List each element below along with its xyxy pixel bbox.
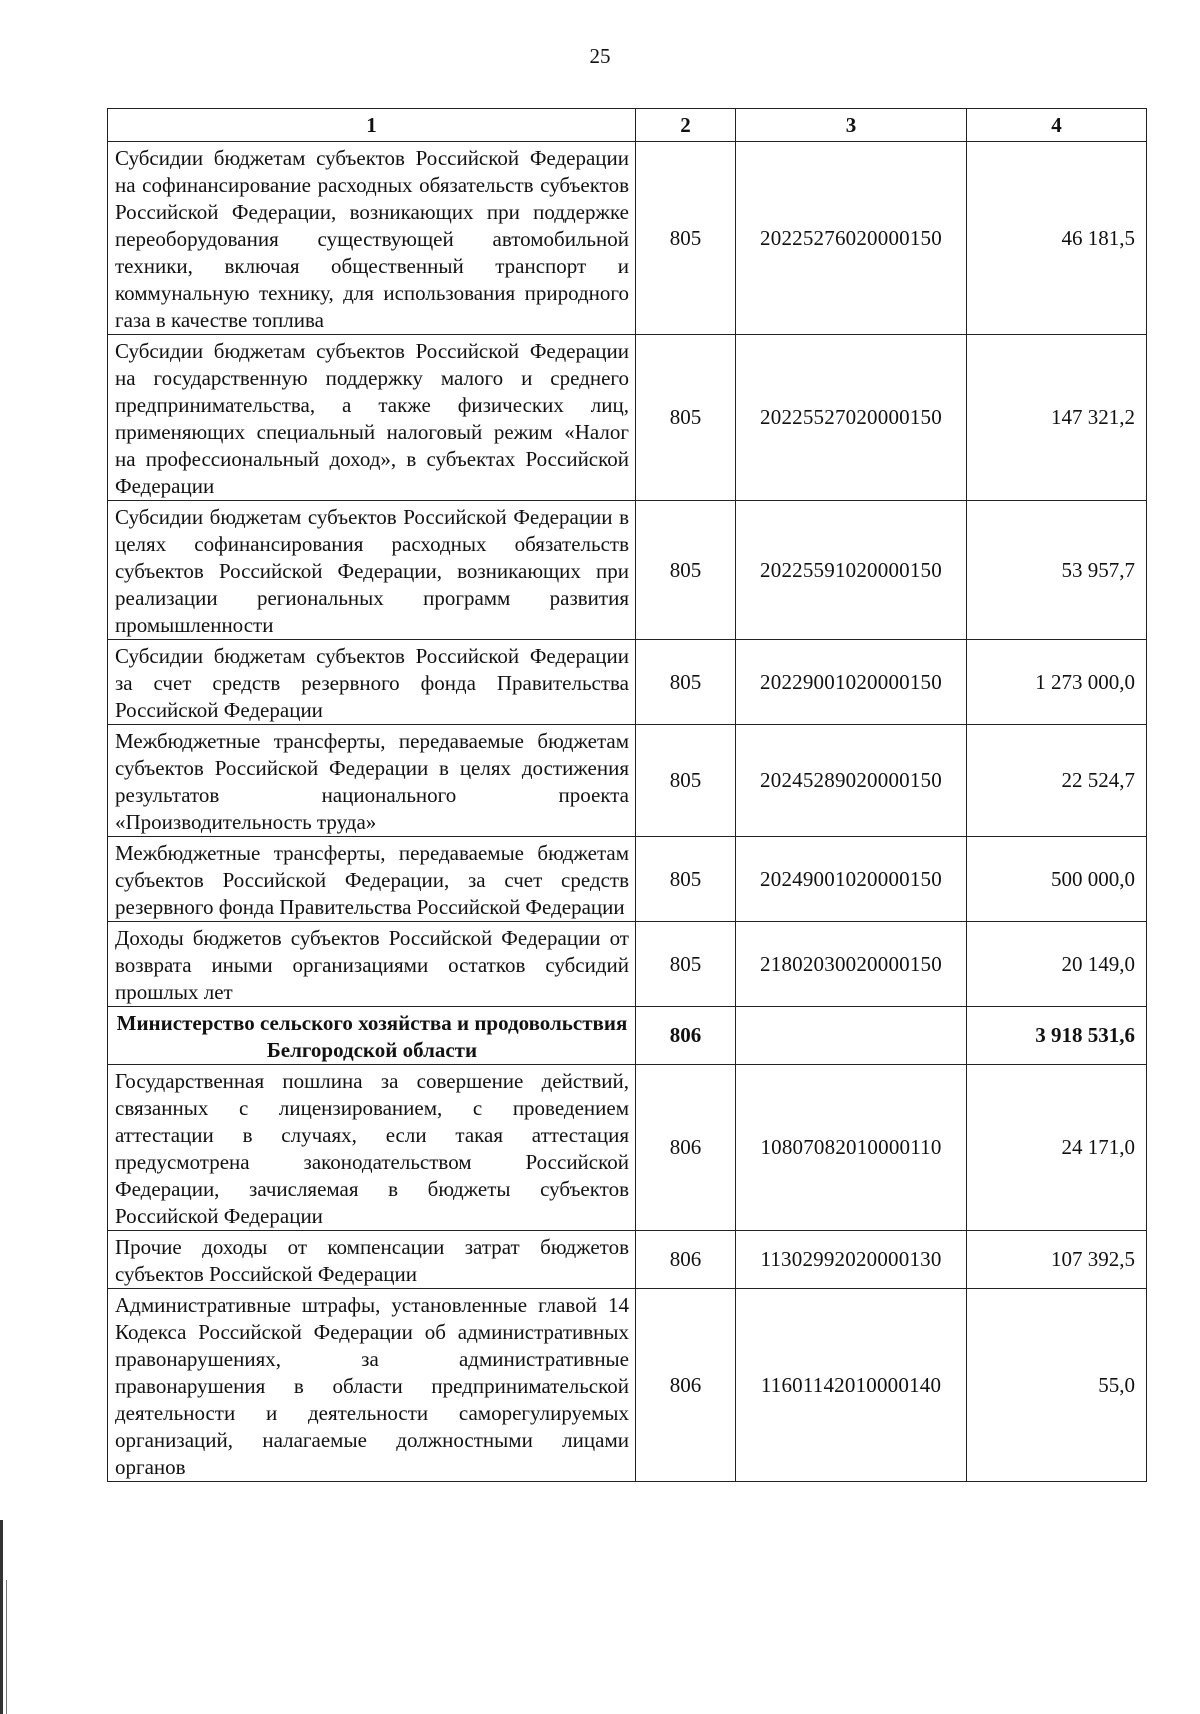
name-cell: Прочие доходы от компенсации затрат бюджетов субъектов Российской Федерации — [108, 1231, 636, 1289]
name-cell: Доходы бюджетов субъектов Российской Федерации от возврата иными организациями остатков субсидий прошлых лет — [108, 922, 636, 1007]
admin-code-cell: 806 — [636, 1007, 736, 1065]
table-row — [108, 1231, 1147, 1289]
amount-cell: 147 321,2 — [967, 335, 1147, 501]
column-header-4: 4 — [967, 109, 1147, 142]
name-cell: Министерство сельского хозяйства и продовольствия Белгородской области — [108, 1007, 636, 1065]
amount-cell: 55,0 — [967, 1289, 1147, 1482]
budget-code-cell: 10807082010000110 — [736, 1065, 967, 1231]
table-row — [108, 1065, 1147, 1231]
admin-code-cell: 806 — [636, 1231, 736, 1289]
name-cell: Субсидии бюджетам субъектов Российской Федерации на государственную поддержку малого и среднего предпринимательства, а также физических лиц, применяющих специальный налоговый режим «Налог на профессиональный доход», в субъектах Российской Федерации — [108, 335, 636, 501]
admin-code-cell: 805 — [636, 640, 736, 725]
header-row — [108, 109, 1147, 142]
amount-cell: 24 171,0 — [967, 1065, 1147, 1231]
page-number: 25 — [589, 44, 611, 68]
table-row — [108, 725, 1147, 837]
name-cell: Субсидии бюджетам субъектов Российской Федерации за счет средств резервного фонда Правительства Российской Федерации — [108, 640, 636, 725]
table-body — [108, 142, 1147, 1482]
amount-cell: 107 392,5 — [967, 1231, 1147, 1289]
budget-code-cell: 20225591020000150 — [736, 501, 967, 640]
name-cell: Межбюджетные трансферты, передаваемые бюджетам субъектов Российской Федерации, за счет средств резервного фонда Правительства Российской Федерации — [108, 837, 636, 922]
admin-code-cell: 805 — [636, 501, 736, 640]
budget-code-cell: 21802030020000150 — [736, 922, 967, 1007]
table-row — [108, 922, 1147, 1007]
admin-code-cell: 805 — [636, 142, 736, 335]
budget-code-cell: 20225527020000150 — [736, 335, 967, 501]
name-cell: Административные штрафы, установленные главой 14 Кодекса Российской Федерации об административных правонарушениях, за административные правонарушения в области предпринимательской деятельности и деятельности саморегулируемых организаций, налагаемые должностными лицами органов — [108, 1289, 636, 1482]
admin-code-cell: 805 — [636, 335, 736, 501]
budget-code-cell: 20229001020000150 — [736, 640, 967, 725]
table-row — [108, 501, 1147, 640]
budget-code-cell: 20249001020000150 — [736, 837, 967, 922]
name-cell: Субсидии бюджетам субъектов Российской Федерации в целях софинансирования расходных обязательств субъектов Российской Федерации, возникающих при реализации региональных программ развития промышленности — [108, 501, 636, 640]
budget-code-cell — [736, 1007, 967, 1065]
table-row — [108, 142, 1147, 335]
revenue-table — [107, 108, 1147, 1482]
admin-code-cell: 805 — [636, 725, 736, 837]
table-row — [108, 640, 1147, 725]
admin-code-cell: 806 — [636, 1065, 736, 1231]
amount-cell: 3 918 531,6 — [967, 1007, 1147, 1065]
column-header-2: 2 — [636, 109, 736, 142]
table-row — [108, 1289, 1147, 1482]
amount-cell: 1 273 000,0 — [967, 640, 1147, 725]
amount-cell: 22 524,7 — [967, 725, 1147, 837]
amount-cell: 20 149,0 — [967, 922, 1147, 1007]
budget-code-cell: 20245289020000150 — [736, 725, 967, 837]
column-header-1: 1 — [108, 109, 636, 142]
table-row — [108, 837, 1147, 922]
amount-cell: 500 000,0 — [967, 837, 1147, 922]
name-cell: Субсидии бюджетам субъектов Российской Федерации на софинансирование расходных обязательств субъектов Российской Федерации, возникающих при поддержке переоборудования существующей автомобильной техники, включая общественный транспорт и коммунальную технику, для использования природного газа в качестве топлива — [108, 142, 636, 335]
admin-code-cell: 806 — [636, 1289, 736, 1482]
amount-cell: 53 957,7 — [967, 501, 1147, 640]
budget-code-cell: 11601142010000140 — [736, 1289, 967, 1482]
budget-code-cell: 11302992020000130 — [736, 1231, 967, 1289]
admin-code-cell: 805 — [636, 837, 736, 922]
amount-cell: 46 181,5 — [967, 142, 1147, 335]
admin-code-cell: 805 — [636, 922, 736, 1007]
name-cell: Государственная пошлина за совершение действий, связанных с лицензированием, с проведением аттестации в случаях, если такая аттестация предусмотрена законодательством Российской Федерации, зачисляемая в бюджеты субъектов Российской Федерации — [108, 1065, 636, 1231]
table-row — [108, 335, 1147, 501]
table-row-section — [108, 1007, 1147, 1065]
budget-code-cell: 20225276020000150 — [736, 142, 967, 335]
scan-edge-line — [6, 1580, 7, 1714]
scan-edge-mark — [0, 1520, 3, 1714]
column-header-3: 3 — [736, 109, 967, 142]
name-cell: Межбюджетные трансферты, передаваемые бюджетам субъектов Российской Федерации в целях достижения результатов национального проекта «Производительность труда» — [108, 725, 636, 837]
